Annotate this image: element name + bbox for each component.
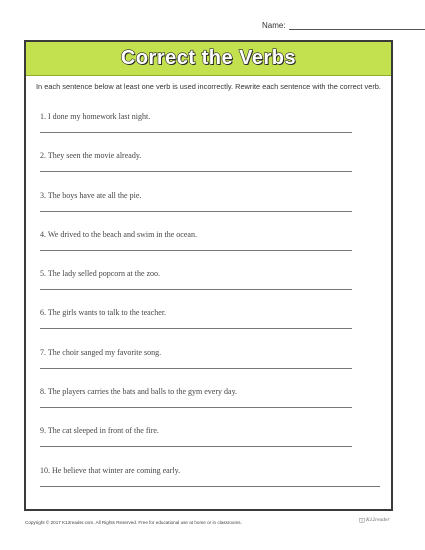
open-book-icon	[359, 517, 365, 523]
brand-logo	[359, 517, 390, 523]
answer-line[interactable]	[40, 328, 352, 329]
question-item	[40, 269, 380, 308]
question-item	[40, 426, 380, 465]
answer-line[interactable]	[40, 211, 352, 212]
answer-line[interactable]	[40, 486, 380, 487]
worksheet-title: Correct the Verbs	[120, 47, 297, 69]
question-text: 7. The choir sanged my favorite song.	[40, 347, 162, 357]
question-text: 2. They seen the movie already.	[40, 151, 142, 161]
copyright-footer: Copyright © 2017 K12reader.com. All Rights Reserved. Free for educational use at home or in classrooms.	[25, 520, 242, 525]
name-label: Name:	[262, 21, 286, 30]
question-item	[40, 387, 380, 426]
answer-line[interactable]	[40, 289, 352, 290]
question-item	[40, 191, 380, 230]
brand-name: K12reader	[366, 517, 390, 523]
question-item	[40, 466, 380, 505]
question-item	[40, 348, 380, 387]
question-text: 10. He believe that winter are coming early.	[40, 465, 181, 475]
answer-line[interactable]	[40, 407, 352, 408]
answer-line[interactable]	[40, 171, 352, 172]
answer-line[interactable]	[40, 446, 352, 447]
instructions: In each sentence below at least one verb is used incorrectly. Rewrite each sentence with the correct verb.	[36, 82, 381, 91]
question-item	[40, 230, 380, 269]
question-text: 8. The players carries the bats and balls to the gym every day.	[40, 387, 238, 397]
question-text: 6. The girls wants to talk to the teacher.	[40, 308, 167, 318]
question-item	[40, 151, 380, 190]
question-list	[40, 112, 380, 505]
question-text: 3. The boys have ate all the pie.	[40, 190, 142, 200]
question-text: 5. The lady selled popcorn at the zoo.	[40, 269, 161, 279]
question-text: 4. We drived to the beach and swim in the ocean.	[40, 229, 197, 239]
answer-line[interactable]	[40, 368, 352, 369]
answer-line[interactable]	[40, 132, 352, 133]
answer-line[interactable]	[40, 250, 352, 251]
worksheet-frame	[24, 40, 393, 511]
name-field	[262, 21, 425, 30]
title-bar	[26, 42, 391, 76]
question-item	[40, 308, 380, 347]
question-text: 1. I done my homework last night.	[40, 112, 151, 121]
question-item	[40, 112, 380, 151]
question-text: 9. The cat sleeped in front of the fire.	[40, 426, 159, 436]
name-line[interactable]	[289, 21, 425, 30]
